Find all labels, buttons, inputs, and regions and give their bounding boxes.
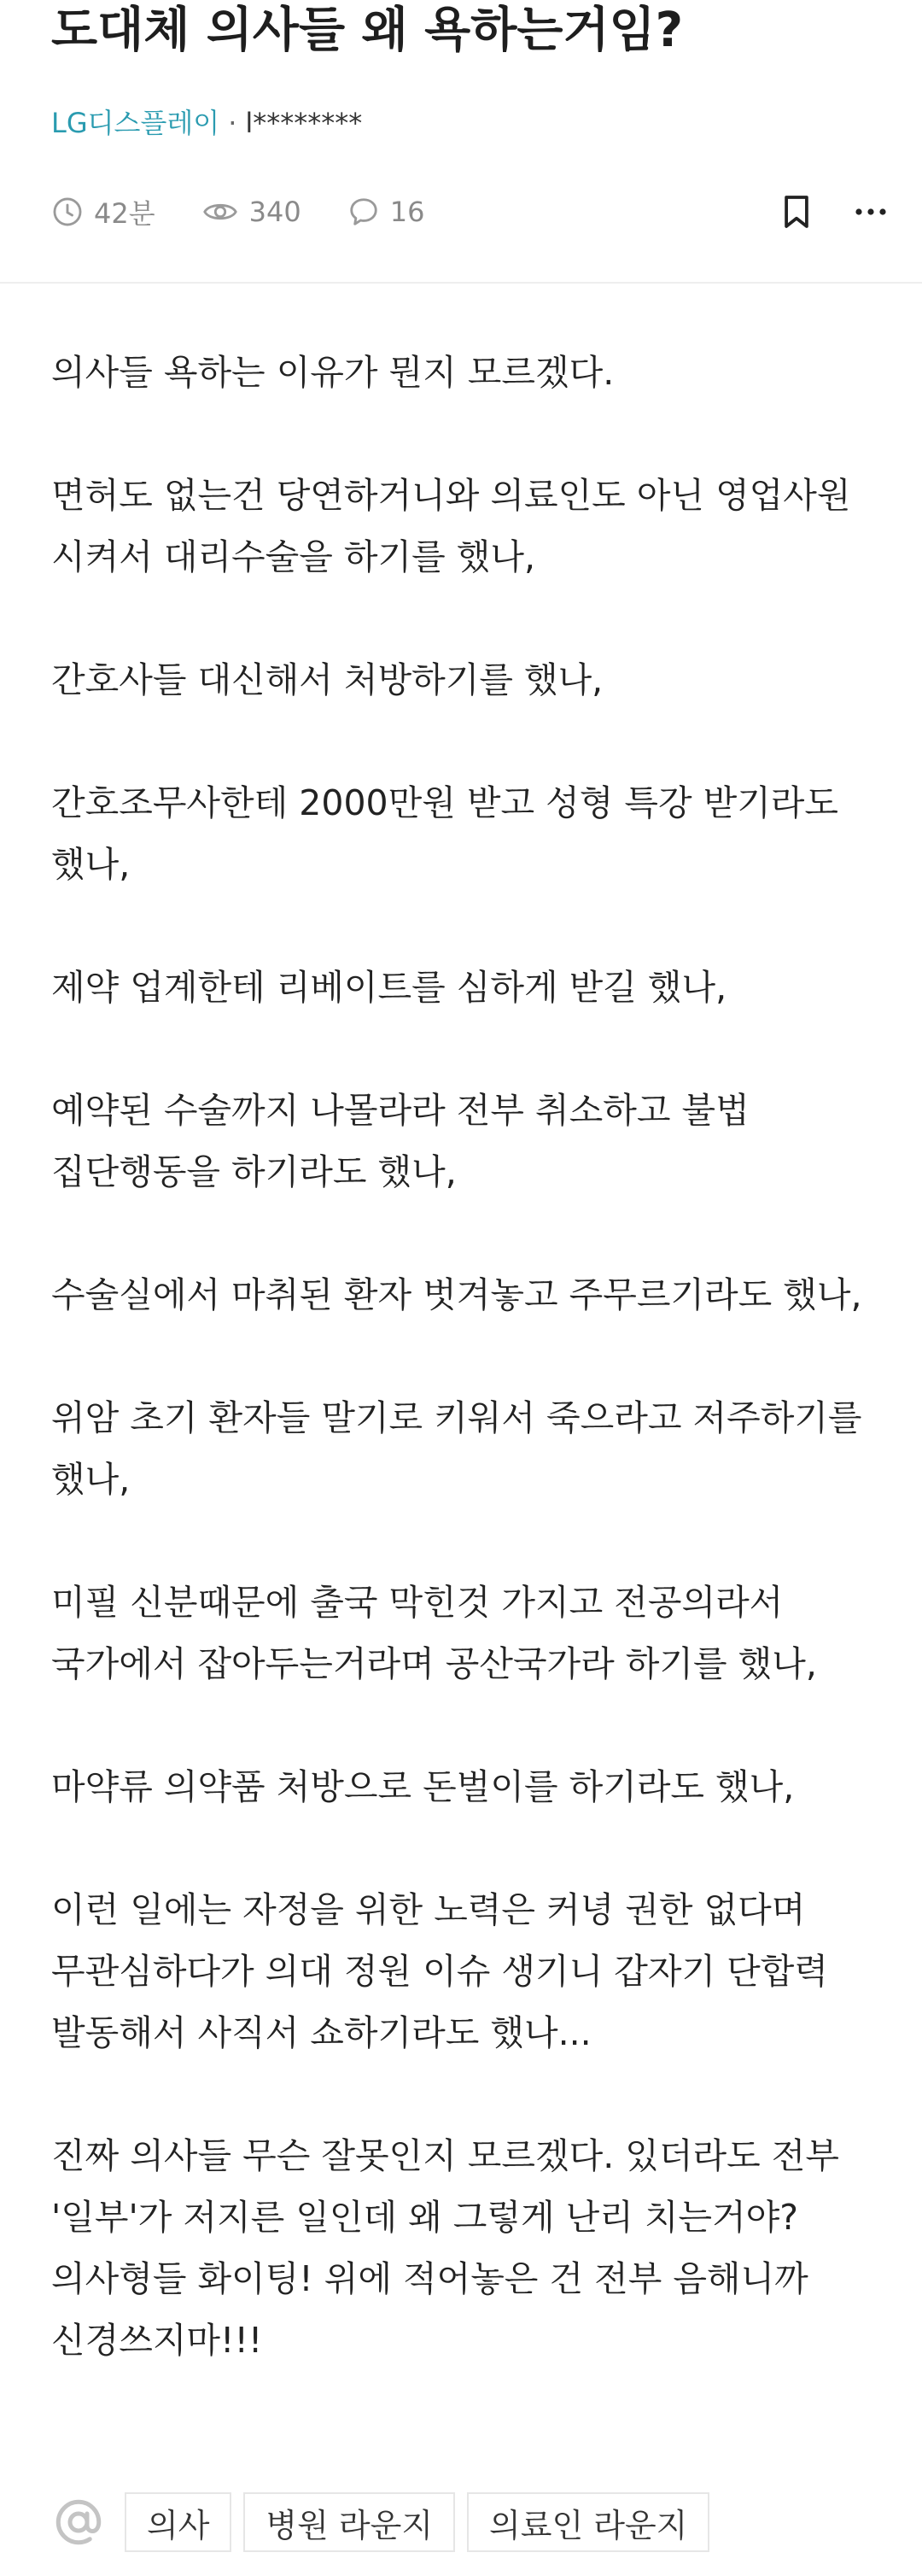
tag-medical-lounge[interactable]: 의료인 라운지 — [467, 2492, 709, 2552]
body-paragraph: 위암 초기 환자들 말기로 키워서 죽으라고 저주하기를 했나, — [51, 1397, 862, 1500]
body-paragraph: 미필 신분때문에 출국 막힌것 가지고 전공의라서 국가에서 잡아두는거라며 공산국가라 하기를 했나, — [51, 1582, 817, 1684]
post-actions — [782, 194, 888, 230]
body-paragraph: 예약된 수술까지 나몰라라 전부 취소하고 불법 집단행동을 하기라도 했나, — [51, 1090, 750, 1192]
body-paragraph: 의사들 욕하는 이유가 뭔지 모르겠다. — [51, 352, 615, 393]
post-stats — [51, 193, 888, 231]
body-paragraph: 제약 업계한테 리베이트를 심하게 받길 했나, — [51, 967, 727, 1008]
body-paragraph: 간호조무사한테 2000만원 받고 성형 특강 받기라도 했나, — [51, 782, 839, 885]
bookmark-icon — [782, 194, 811, 230]
more-button[interactable] — [854, 207, 888, 217]
post-body — [51, 342, 888, 2433]
time-value: 42분 — [94, 197, 155, 230]
time-stat — [51, 192, 155, 231]
post-header — [0, 0, 922, 284]
body-paragraph: 마약류 의약품 처방으로 돈벌이를 하기라도 했나, — [51, 1766, 795, 1807]
comments-stat[interactable] — [347, 196, 425, 228]
comment-icon — [347, 196, 380, 228]
clock-icon — [51, 196, 84, 228]
author-line — [51, 106, 362, 140]
at-sign-icon — [51, 2495, 106, 2550]
tag-list — [51, 2492, 721, 2552]
body-paragraph: 이런 일에는 자정을 위한 노력은 커녕 권한 없다며 무관심하다가 의대 정원 이슈 생기니 갑자기 단합력 발동해서 사직서 쇼하기라도 했나... — [51, 1889, 828, 2053]
tag-doctor[interactable]: 의사 — [125, 2492, 231, 2552]
separator: · — [228, 107, 237, 139]
comments-value: 16 — [389, 196, 425, 228]
post-title: 도대체 의사들 왜 욕하는거임? — [51, 3, 684, 58]
views-value: 340 — [248, 196, 301, 228]
more-icon — [854, 207, 888, 217]
bookmark-button[interactable] — [782, 194, 811, 230]
views-stat — [201, 196, 301, 228]
body-paragraph: 진짜 의사들 무슨 잘못인지 모르겠다. 있더라도 전부 '일부'가 저지른 일인데 왜 그렇게 난리 치는거야? 의사형들 화이팅! 위에 적어놓은 건 전부 음해니까 신경쓰지마!!! — [51, 2135, 839, 2361]
company-name[interactable]: LG디스플레이 — [51, 107, 220, 139]
body-paragraph: 면허도 없는건 당연하거니와 의료인도 아닌 영업사원 시켜서 대리수술을 하기를 했나, — [51, 475, 851, 577]
eye-icon — [201, 196, 239, 228]
author-name: l******** — [245, 107, 363, 139]
body-paragraph: 간호사들 대신해서 처방하기를 했나, — [51, 659, 604, 700]
tag-hospital-lounge[interactable]: 병원 라운지 — [243, 2492, 455, 2552]
body-paragraph: 수술실에서 마취된 환자 벗겨놓고 주무르기라도 했나, — [51, 1274, 862, 1315]
